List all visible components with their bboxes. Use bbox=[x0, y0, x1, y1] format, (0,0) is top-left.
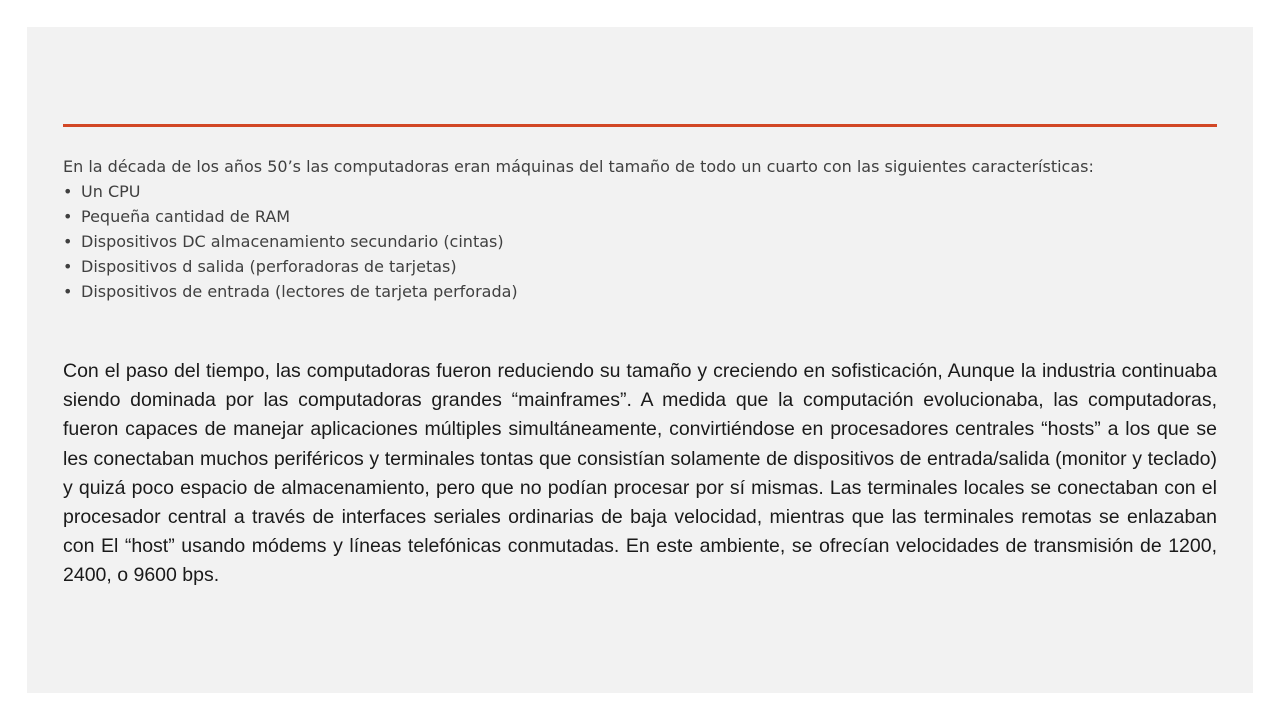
bullet-icon: • bbox=[63, 182, 73, 201]
list-item bbox=[63, 204, 1217, 229]
characteristics-list bbox=[63, 179, 1217, 304]
body-paragraph: Con el paso del tiempo, las computadoras fueron reduciendo su tamaño y creciendo en sofisticación, Aunque la industria continuaba siendo dominada por las computadoras grandes “mainframes”. A medida que la computación evolucionaba, las computadoras, fueron capaces de manejar aplicaciones múltiples simultáneamente, convirtiéndose en procesadores centrales “hosts” a los que se les conectaban muchos periféricos y terminales tontas que consistían solamente de dispositivos de entrada/salida (monitor y teclado) y quizá poco espacio de almacenamiento, pero que no podían procesar por sí mismas. Las terminales locales se conectaban con el procesador central a través de interfaces seriales ordinarias de baja velocidad, mientras que las terminales remotas se enlazaban con El “host” usando módems y líneas telefónicas conmutadas. En este ambiente, se ofrecían velocidades de transmisión de 1200, 2400, o 9600 bps. bbox=[63, 360, 1217, 587]
bullet-icon: • bbox=[63, 257, 73, 276]
list-item-text: Dispositivos d salida (perforadoras de tarjetas) bbox=[81, 257, 457, 276]
intro-section bbox=[63, 154, 1217, 304]
list-item-text: Pequeña cantidad de RAM bbox=[81, 207, 291, 226]
list-item-text: Un CPU bbox=[81, 182, 141, 201]
intro-paragraph: En la década de los años 50’s las computadoras eran máquinas del tamaño de todo un cuarto con las siguientes características: bbox=[63, 157, 1094, 176]
list-item-text: Dispositivos de entrada (lectores de tarjeta perforada) bbox=[81, 282, 518, 301]
list-item-text: Dispositivos DC almacenamiento secundario (cintas) bbox=[81, 232, 504, 251]
bullet-icon: • bbox=[63, 232, 73, 251]
list-item bbox=[63, 279, 1217, 304]
accent-rule bbox=[63, 124, 1217, 127]
bullet-icon: • bbox=[63, 282, 73, 301]
bullet-icon: • bbox=[63, 207, 73, 226]
slide bbox=[27, 27, 1253, 693]
list-item bbox=[63, 254, 1217, 279]
list-item bbox=[63, 179, 1217, 204]
list-item bbox=[63, 229, 1217, 254]
